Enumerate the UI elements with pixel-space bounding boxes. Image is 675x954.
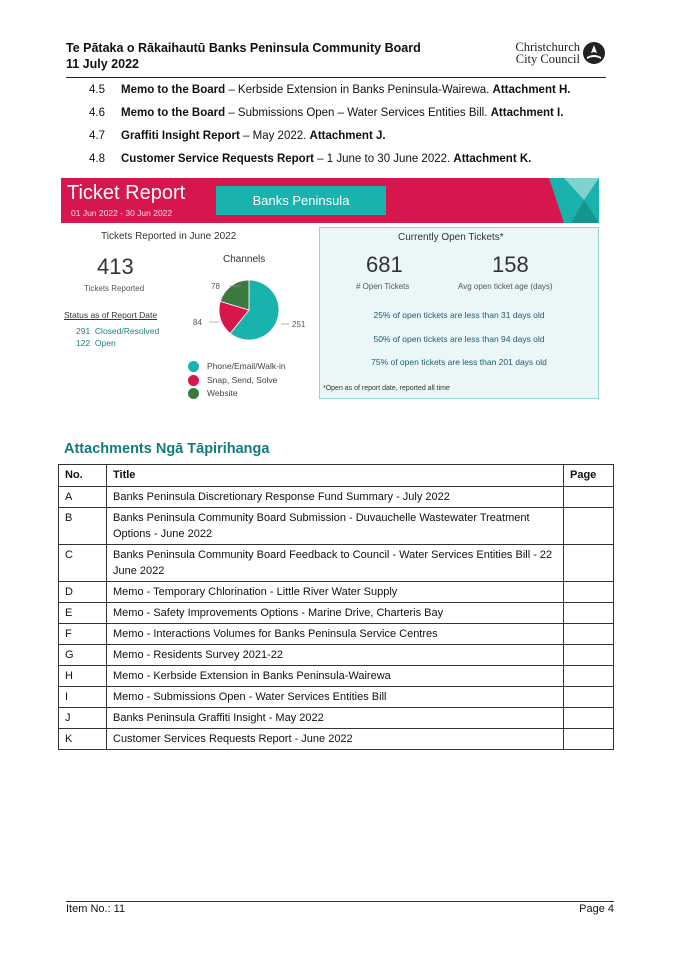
pie-label-left: 84 [193, 318, 202, 327]
cell-page [564, 687, 614, 708]
cell-no: A [59, 487, 107, 508]
col-title-header: Title [107, 465, 564, 487]
cell-title: Banks Peninsula Community Board Submission - Duvauchelle Wastewater Treatment Options - June 2022 [107, 508, 564, 545]
cell-title: Memo - Safety Improvements Options - Marine Drive, Charteris Bay [107, 603, 564, 624]
ticket-report-date: 01 Jun 2022 - 30 Jun 2022 [71, 208, 173, 218]
list-item: 4.7 Graffiti Insight Report – May 2022. Attachment J. [89, 130, 386, 142]
header-decoration [509, 178, 599, 223]
cell-title: Memo - Submissions Open - Water Services Entities Bill [107, 687, 564, 708]
open-tickets-label: Currently Open Tickets* [398, 232, 504, 243]
table-row [59, 624, 614, 645]
cell-no: H [59, 666, 107, 687]
avg-age-value: 158 [492, 252, 529, 277]
col-no-header: No. [59, 465, 107, 487]
open-tickets-note: *Open as of report date, reported all time [323, 385, 450, 392]
cell-title: Memo - Residents Survey 2021-22 [107, 645, 564, 666]
cell-title: Banks Peninsula Community Board Feedback to Council - Water Services Entities Bill - 22 June 2022 [107, 545, 564, 582]
cell-page [564, 487, 614, 508]
channels-label: Channels [223, 254, 266, 265]
cell-no: E [59, 603, 107, 624]
table-row [59, 666, 614, 687]
pie-label-right: 251 [292, 320, 306, 329]
cell-no: C [59, 545, 107, 582]
cell-no: J [59, 708, 107, 729]
cell-no: D [59, 582, 107, 603]
item-attachment: Attachment H. [492, 84, 571, 96]
tickets-reported-caption: Tickets Reported [84, 284, 145, 293]
cell-page [564, 666, 614, 687]
item-title: Customer Service Requests Report [121, 153, 315, 165]
attachments-heading: Attachments Ngā Tāpirihanga [64, 441, 270, 457]
item-attachment: Attachment I. [490, 107, 564, 119]
council-logo [496, 41, 606, 69]
cell-page [564, 708, 614, 729]
cell-title: Memo - Interactions Volumes for Banks Peninsula Service Centres [107, 624, 564, 645]
page-footer [66, 901, 614, 915]
table-row [59, 487, 614, 508]
item-title: Memo to the Board [121, 107, 226, 119]
cell-title: Banks Peninsula Graffiti Insight - May 2022 [107, 708, 564, 729]
ticket-report-header [61, 178, 599, 223]
pct-25: 25% of open tickets are less than 31 days old [373, 310, 545, 320]
table-row [59, 708, 614, 729]
attachments-table [58, 464, 614, 750]
cell-no: G [59, 645, 107, 666]
table-row [59, 603, 614, 624]
tickets-reported-value: 413 [97, 254, 134, 279]
cell-no: I [59, 687, 107, 708]
pct-75: 75% of open tickets are less than 201 days old [371, 357, 547, 367]
legend-item: Phone/Email/Walk-in [188, 360, 286, 372]
legend-item: Snap, Send, Solve [188, 374, 277, 386]
cell-page [564, 582, 614, 603]
cell-no: K [59, 729, 107, 750]
cell-page [564, 624, 614, 645]
avg-age-caption: Avg open ticket age (days) [458, 282, 553, 291]
meeting-date: 11 July 2022 [66, 57, 139, 71]
item-desc: – Kerbside Extension in Banks Peninsula-Wairewa. [225, 84, 493, 96]
ticket-report-panel [61, 178, 599, 400]
cell-title: Memo - Temporary Chlorination - Little River Water Supply [107, 582, 564, 603]
cell-no: F [59, 624, 107, 645]
item-number: Item No.: 11 [66, 903, 126, 915]
cell-page [564, 729, 614, 750]
status-label: Status as of Report Date [64, 310, 158, 320]
item-title: Memo to the Board [121, 84, 226, 96]
cell-title: Banks Peninsula Discretionary Response Fund Summary - July 2022 [107, 487, 564, 508]
list-item: 4.6 Memo to the Board – Submissions Open – Water Services Entities Bill. Attachment I. [89, 107, 564, 119]
cell-page [564, 603, 614, 624]
page-number: Page 4 [579, 903, 614, 915]
item-attachment: Attachment K. [453, 153, 532, 165]
status-closed: 291 Closed/Resolved [76, 326, 160, 336]
open-tickets-caption: # Open Tickets [356, 282, 410, 291]
legend-item: Website [188, 387, 238, 399]
ticket-report-title: Ticket Report [67, 182, 186, 204]
col-page-header: Page [564, 465, 614, 487]
board-title: Te Pātaka o Rākaihautū Banks Peninsula Community Board [66, 41, 421, 55]
pct-50: 50% of open tickets are less than 94 days old [373, 334, 545, 344]
open-tickets-value: 681 [366, 252, 403, 277]
item-desc: – May 2022. [239, 130, 310, 142]
table-row [59, 645, 614, 666]
item-desc: – Submissions Open – Water Services Entities Bill. [225, 107, 491, 119]
open-tickets-box [319, 227, 599, 399]
list-item: 4.5 Memo to the Board – Kerbside Extension in Banks Peninsula-Wairewa. Attachment H. [89, 84, 571, 96]
item-desc: – 1 June to 30 June 2022. [314, 153, 454, 165]
item-attachment: Attachment J. [309, 130, 386, 142]
report-items-list [89, 82, 609, 174]
table-row [59, 582, 614, 603]
list-item: 4.8 Customer Service Requests Report – 1 June to 30 June 2022. Attachment K. [89, 153, 532, 165]
item-title: Graffiti Insight Report [121, 130, 240, 142]
page-header [66, 40, 606, 78]
table-row [59, 545, 614, 582]
council-emblem-icon [582, 41, 606, 65]
table-row [59, 508, 614, 545]
table-row [59, 729, 614, 750]
status-open: 122 Open [76, 338, 116, 348]
cell-title: Customer Services Requests Report - June 2022 [107, 729, 564, 750]
table-row [59, 687, 614, 708]
cell-page [564, 645, 614, 666]
pie-label-top: 78 [211, 282, 220, 291]
logo-line1: Christchurch [515, 40, 580, 54]
tickets-reported-label: Tickets Reported in June 2022 [101, 231, 237, 242]
cell-title: Memo - Kerbside Extension in Banks Peninsula-Wairewa [107, 666, 564, 687]
table-header-row [59, 465, 614, 487]
cell-page [564, 545, 614, 582]
region-banner: Banks Peninsula [216, 186, 386, 215]
cell-page [564, 508, 614, 545]
channels-pie-chart [181, 272, 316, 352]
logo-line2: City Council [515, 52, 580, 66]
cell-no: B [59, 508, 107, 545]
